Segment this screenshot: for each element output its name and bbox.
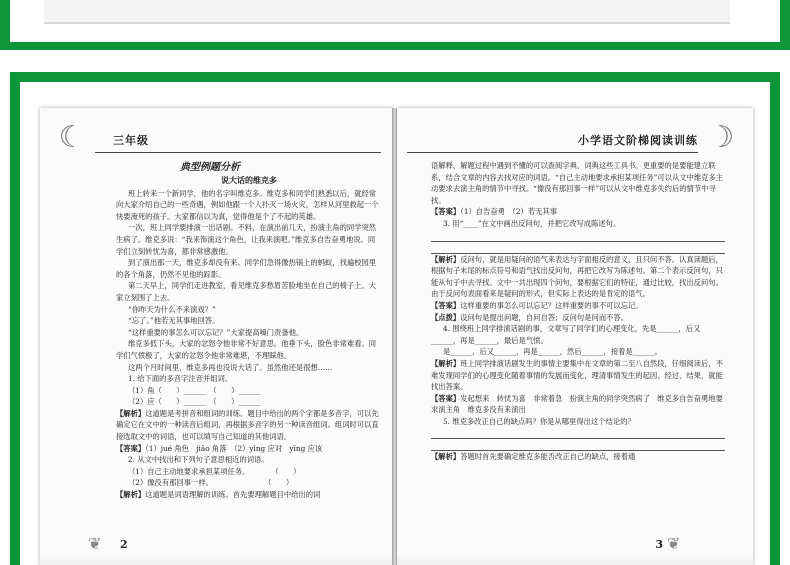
page-shadow (40, 553, 393, 565)
question-2-b: （2）像没有那回事一样。 （ ） (128, 478, 294, 488)
question-3: 3. 用“____”在文中画出反问句，并把它改写成陈述句。 (443, 218, 621, 228)
previous-left-page-fragment (44, 0, 394, 24)
swirl-ornament-icon: ❦ (88, 534, 102, 553)
page-shadow (397, 553, 753, 565)
question-1-b: （2）应（ ）______ （ ）______ (128, 397, 261, 407)
moon-star-icon: ☾ (58, 120, 86, 155)
analysis-5: 答题时首先要确定维克多能否改正自己的缺点，接着通 (460, 452, 636, 462)
answer-label: 【答案】 (431, 393, 461, 403)
paragraph: “忘了。”他若无其事地回答。 (128, 316, 220, 326)
page-number: 3 (655, 538, 663, 551)
top-band-inner (10, 0, 780, 42)
paragraph: 到了演出那一天，维克多却没有来。同学们急得像热锅上的蚂蚁，找遍校园里的各个角落，仍然不见他的踪影。 (116, 258, 377, 279)
paragraph: 维克多低下头，大家的忿怒令他非常不好意思。他垂下头，脸色非常难看。同学们气愤极了，大家的忿怒令他非常难堪，不理睬他。 (116, 339, 377, 360)
question-5: 5. 维克多改正自己的缺点吗？你是从哪里得出这个结论的？ (443, 416, 635, 426)
question-4-b: 是______，后又______，再是______，然后______，接着是______。 (443, 347, 662, 357)
answer-label: 【答案】 (431, 207, 461, 217)
analysis-label: 【解析】 (431, 254, 461, 264)
paragraph: “你昨天为什么不来演戏？” (128, 304, 216, 314)
answer-1: （1）jué 角色 jiǎo 角落 （2）yìng 应对 yīng 应该 (145, 443, 323, 453)
right-page-body (431, 160, 725, 463)
question-2: 2. 从文中找出和下列句子意思相近的词语。 (128, 455, 269, 465)
top-green-band (0, 0, 790, 50)
left-page-header (95, 118, 381, 153)
analysis-label: 【解析】 (431, 452, 461, 462)
answer-label: 【答案】 (431, 300, 461, 310)
answer-line (431, 230, 725, 242)
analysis-2: 这道题是词语理解的训练。首先要理解题目中给出的词 (145, 490, 321, 500)
question-2-a: （1）自己主动地要求承担某项任务。 （ ） (128, 466, 301, 476)
analysis-label: 【解析】 (116, 408, 146, 418)
paragraph: 语解释，解题过程中遇到不懂的可以查阅字典、词典这些工具书。更重要的是要能建立联系，结合文章的内容去找对应的词语。“自己主动地要求承担某项任务”可以从文中维克多主动要求去演主角的情节中寻找。“像没有那回事一样”可以从文中维克多失约后的情节中寻找。 (431, 161, 724, 205)
answer-line (431, 427, 725, 439)
article-title: 说大话的维克多 (221, 175, 277, 185)
question-4: 4. 围绕班上同学排演话剧的事，文章写了同学们的心理变化，先是______，后又______，再是______，最后是气愤。 (431, 324, 701, 345)
paragraph: 这两个月时间里，维克多再也没说大话了。虽然他还是很想…… (128, 362, 333, 372)
answer-3: 这样重要的事怎么可以忘记？这样重要的事不可以忘记。 (460, 300, 643, 310)
book-title: 小学语文阶梯阅读训练 (578, 134, 698, 147)
left-page (40, 108, 393, 565)
paragraph: 第二天早上，同学们走进教室，看见维克多愁眉苦脸地坐在自己的椅子上。大家立刻围了上去。 (116, 281, 377, 302)
analysis-3: 反问句，就是用疑问的语气来表达与字面相反的意义，且只问不答。认真读题后，根据句子末尾的标点符号和语气找出反问句，再把它改写为陈述句。第二个表示反问句，只能从句子中去寻找。文中一共出现四个问句，要根据它们的特征，通过比较，找出反问句。由于反问句表面看来是疑问的形式，但实际上表达的是肯定的语气。 (431, 254, 723, 299)
paragraph: 班上转来一个新同学，他的名字叫维克多。维克多和同学们熟悉以后，就经常向大家介绍自己的一些奇遇，例如他跟一个人扑灭一场火灾，怎样从河里救起一个快要淹死的孩子。大家都信以为真，觉得他是个了不起的英雄。 (116, 188, 379, 221)
swirl-ornament-icon: ❦ (667, 534, 681, 553)
answer-line (431, 439, 725, 451)
tip-label: 【点拨】 (431, 312, 461, 322)
answer-line (431, 242, 725, 254)
analysis-1: 这道题是考拼音和组词的训练。题目中给出的两个字都是多音字，可以先确定它在文中的一种读音后组词，再根据多音字的另一种读音组词。组词时可以直接选取文中的词语，也可以填写自己知道的其他词语。 (116, 408, 379, 442)
right-page-header (407, 118, 698, 153)
paragraph: “这样重要的事怎么可以忘记？”大家提高嗓门责备他。 (128, 327, 304, 337)
gap (0, 50, 790, 72)
section-heading: 典型例题分析 (180, 162, 240, 173)
left-page-body (116, 174, 382, 501)
question-1-a: （1）角（ ）______ （ ）______ (128, 385, 261, 395)
previous-right-page-fragment (394, 0, 730, 24)
moon-star-icon: ☽ (707, 120, 735, 155)
tip: 设问句是提出问题，自问自答；反问句是问而不答。 (460, 312, 629, 322)
analysis-4: 班上同学排演话剧发生的事情主要集中在文章的第二至八自然段，仔细阅读后，不难发现同学们的心理变化随着事情的发展而变化，理清事情发生的起因、经过、结果，就能找出答案。 (431, 358, 723, 392)
analysis-label: 【解析】 (116, 490, 146, 500)
answer-4: 发起想来 转忧为喜 非常着急 扮演主角的同学突然病了 维克多自告奋勇地要求演主角 维克多没有来演出 (431, 393, 723, 415)
right-page (397, 108, 753, 565)
question-1: 1. 给下面的多音字注音并组词。 (128, 374, 233, 384)
page-number: 2 (120, 538, 128, 551)
paragraph: 一次，班上同学要排演一出话剧。不料，在演出前几天，扮演主角的同学突然生病了。维克多说：“我来饰演这个角色，让我来演吧。”维克多自告奋勇地说。同学们立刻转忧为喜，都非常感激他。 (116, 223, 377, 256)
analysis-label: 【解析】 (431, 358, 461, 368)
grade-title: 三年级 (113, 134, 149, 147)
answer-label: 【答案】 (116, 443, 146, 453)
answer-2: （1）自告奋勇 （2）若无其事 (460, 207, 558, 217)
